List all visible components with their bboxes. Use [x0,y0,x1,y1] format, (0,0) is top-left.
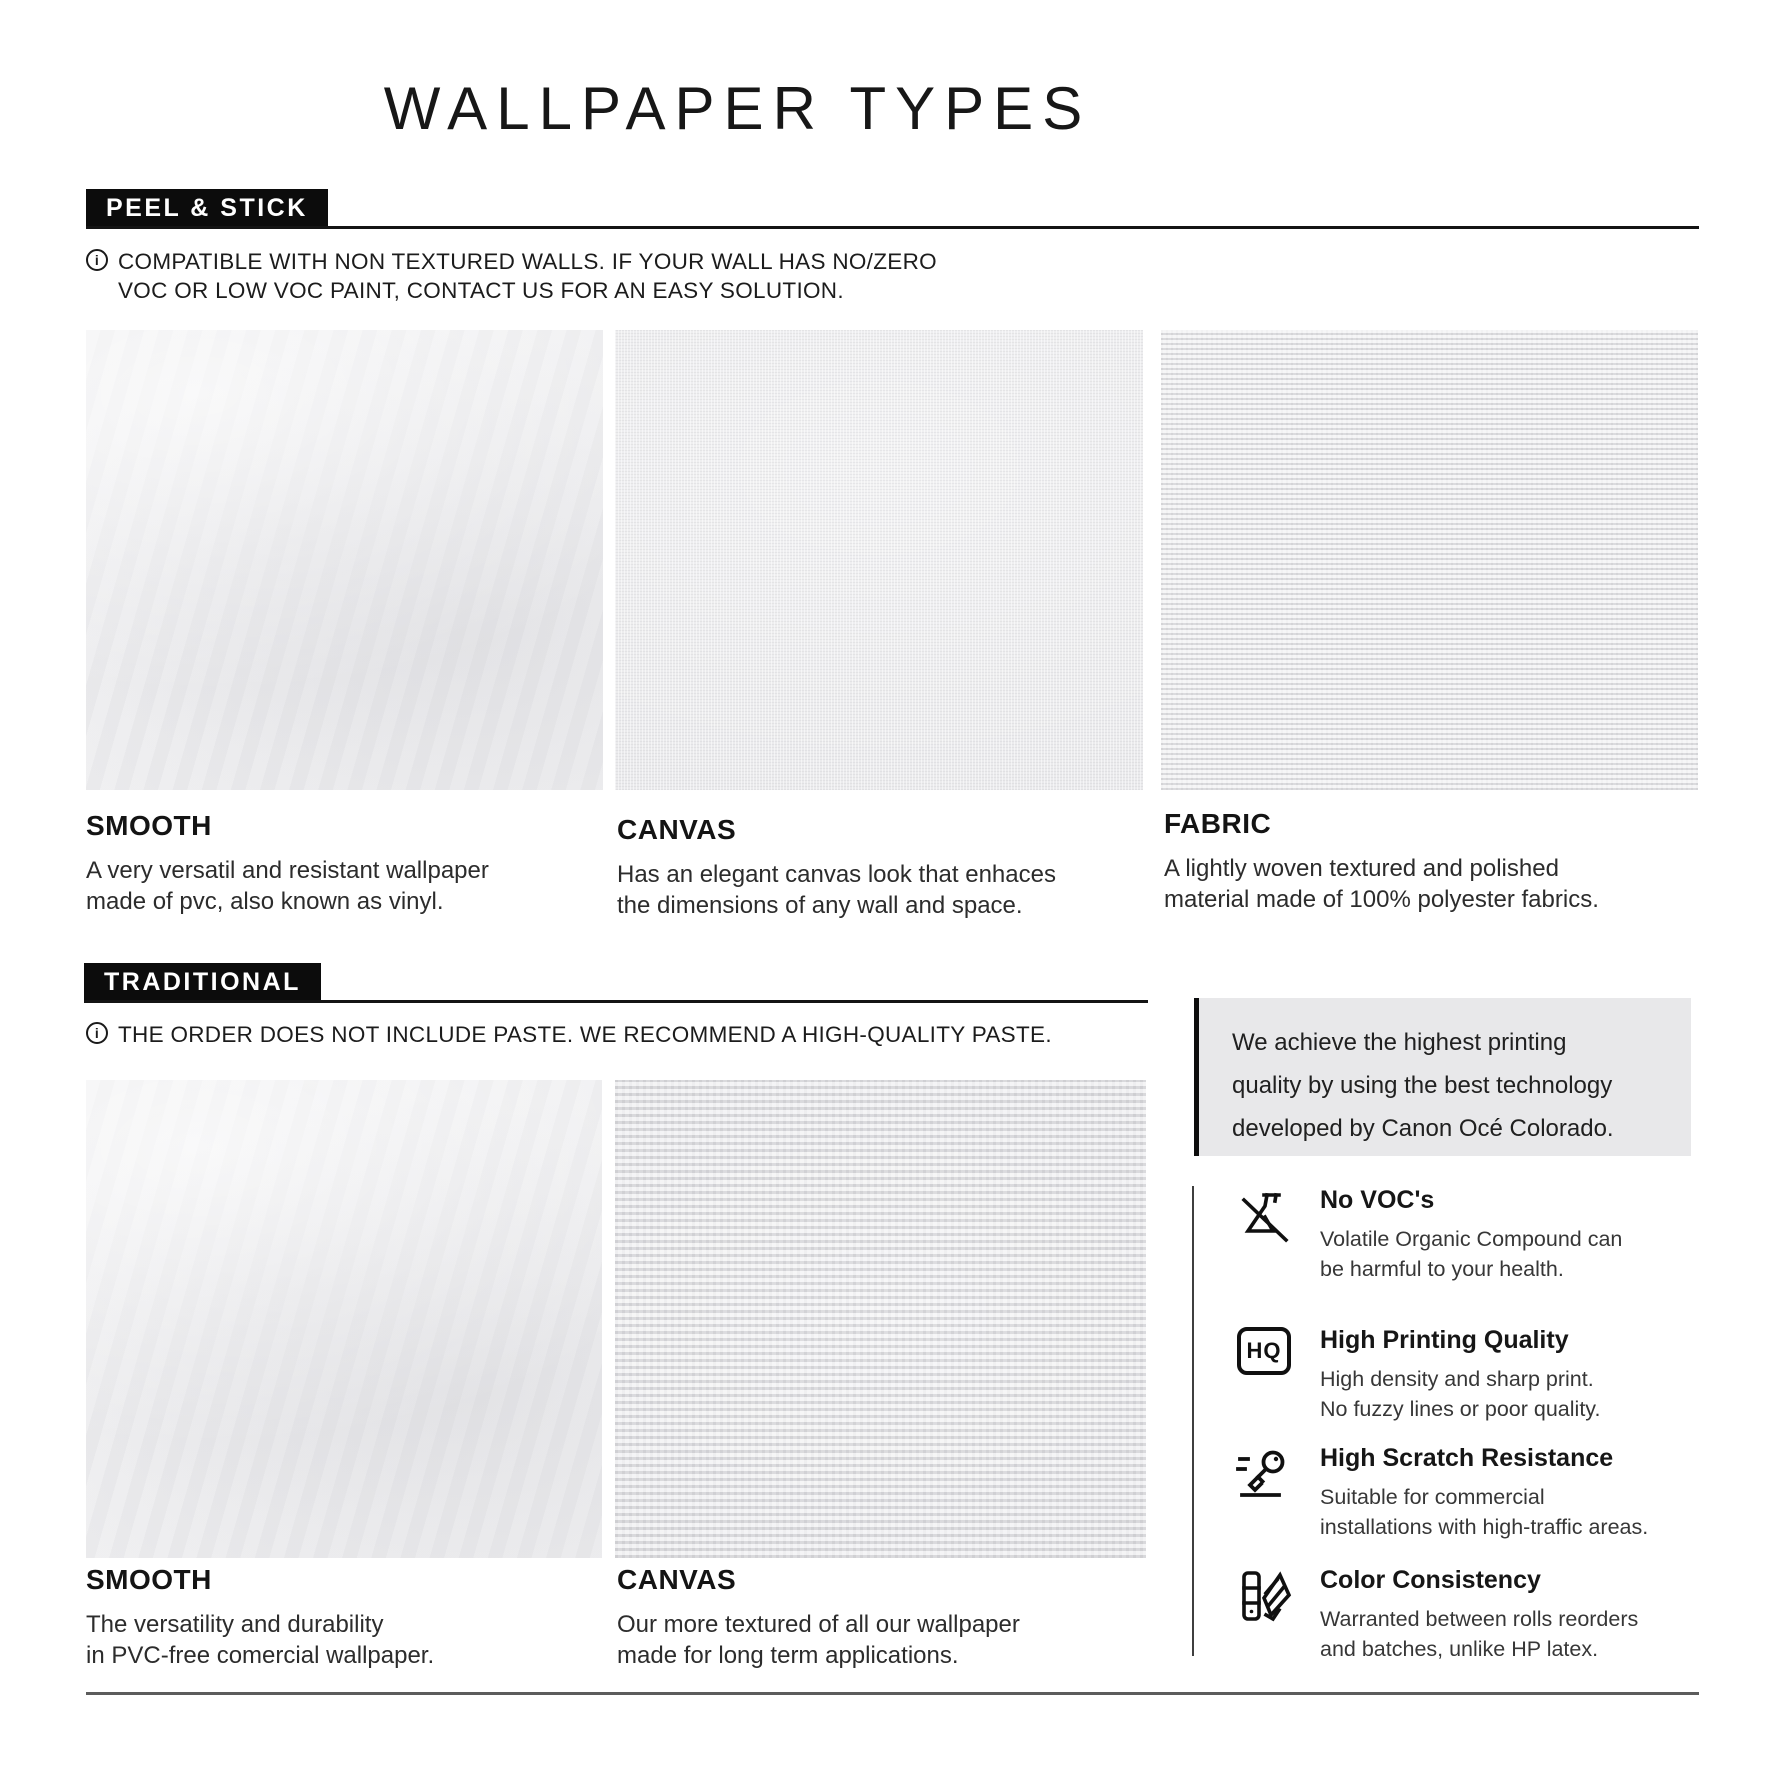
feature-print-quality-desc-2: No fuzzy lines or poor quality. [1320,1397,1601,1421]
quality-intro-line-3: developed by Canon Océ Colorado. [1232,1115,1614,1142]
traditional-note [86,1020,1052,1049]
quality-intro-line-1: We achieve the highest printing [1232,1029,1567,1056]
feature-color-consistency [1320,1566,1638,1664]
hq-icon [1237,1327,1291,1375]
traditional-smooth-desc-1: The versatility and durability [86,1611,384,1638]
peel-canvas-desc-1: Has an elegant canvas look that enhaces [617,861,1056,888]
traditional-canvas-desc-1: Our more textured of all our wallpaper [617,1611,1020,1638]
peel-stick-note-line-1 [86,247,937,276]
page-title: WALLPAPER TYPES [383,75,1092,142]
peel-canvas-desc-2: the dimensions of any wall and space. [617,892,1023,919]
info-icon: i [86,1022,108,1044]
traditional-smooth-swatch [86,1080,602,1558]
feature-color-consistency-title: Color Consistency [1320,1566,1541,1594]
traditional-rule [84,1000,1148,1003]
feature-no-voc-desc-1: Volatile Organic Compound can [1320,1227,1623,1251]
peel-stick-note-text-1: COMPATIBLE WITH NON TEXTURED WALLS. IF YOUR WALL HAS NO/ZERO [118,249,937,274]
peel-stick-note-text-2: VOC OR LOW VOC PAINT, CONTACT US FOR AN EASY SOLUTION. [118,278,844,303]
peel-stick-badge-label: PEEL & STICK [86,189,328,227]
peel-stick-rule [86,226,1699,229]
peel-stick-note [86,247,937,305]
peel-fabric-item [1164,808,1704,915]
feature-scratch-resistance-desc-2: installations with high-traffic areas. [1320,1515,1649,1539]
peel-canvas-item [617,814,1147,921]
traditional-note-text-1: THE ORDER DOES NOT INCLUDE PASTE. WE RECOMMEND A HIGH-QUALITY PASTE. [118,1022,1052,1047]
peel-fabric-swatch [1161,330,1698,790]
bottom-divider [86,1692,1699,1695]
traditional-canvas-swatch [615,1080,1146,1558]
peel-fabric-name: FABRIC [1164,808,1272,839]
info-icon: i [86,249,108,271]
features-divider-line [1192,1186,1194,1656]
feature-color-consistency-desc-2: and batches, unlike HP latex. [1320,1637,1599,1661]
hq-icon-label: HQ [1237,1327,1291,1375]
traditional-canvas-item [617,1564,1147,1671]
quality-intro-box [1199,998,1691,1156]
feature-no-voc-title: No VOC's [1320,1186,1435,1214]
key-icon [1232,1444,1292,1504]
feature-color-consistency-desc-1: Warranted between rolls reorders [1320,1607,1639,1631]
feature-print-quality-desc-1: High density and sharp print. [1320,1367,1594,1391]
peel-smooth-name: SMOOTH [86,810,212,841]
peel-fabric-desc-1: A lightly woven textured and polished [1164,855,1559,882]
peel-fabric-desc-2: material made of 100% polyester fabrics. [1164,886,1599,913]
feature-print-quality [1320,1326,1600,1424]
no-voc-icon [1236,1188,1294,1246]
traditional-badge-label: TRADITIONAL [84,963,321,1001]
peel-smooth-desc-2: made of pvc, also known as vinyl. [86,888,444,915]
feature-scratch-resistance-desc-1: Suitable for commercial [1320,1485,1545,1509]
peel-stick-note-line-2 [86,276,937,305]
traditional-canvas-desc-2: made for long term applications. [617,1642,959,1669]
traditional-note-line-1 [86,1020,1052,1049]
peel-smooth-desc-1: A very versatil and resistant wallpaper [86,857,489,884]
peel-canvas-swatch [615,330,1143,790]
swatchbook-icon [1236,1566,1296,1626]
peel-smooth-swatch [86,330,603,790]
feature-scratch-resistance-title: High Scratch Resistance [1320,1444,1614,1472]
peel-canvas-name: CANVAS [617,814,737,845]
feature-scratch-resistance [1320,1444,1648,1542]
peel-stick-badge [86,189,328,227]
traditional-badge [84,963,321,1001]
peel-smooth-item [86,810,610,917]
feature-no-voc [1320,1186,1622,1284]
quality-intro-line-2: quality by using the best technology [1232,1072,1613,1099]
traditional-smooth-item [86,1564,606,1671]
feature-print-quality-title: High Printing Quality [1320,1326,1569,1354]
traditional-smooth-desc-2: in PVC-free comercial wallpaper. [86,1642,435,1669]
traditional-smooth-name: SMOOTH [86,1564,212,1595]
traditional-canvas-name: CANVAS [617,1564,737,1595]
feature-no-voc-desc-2: be harmful to your health. [1320,1257,1564,1281]
